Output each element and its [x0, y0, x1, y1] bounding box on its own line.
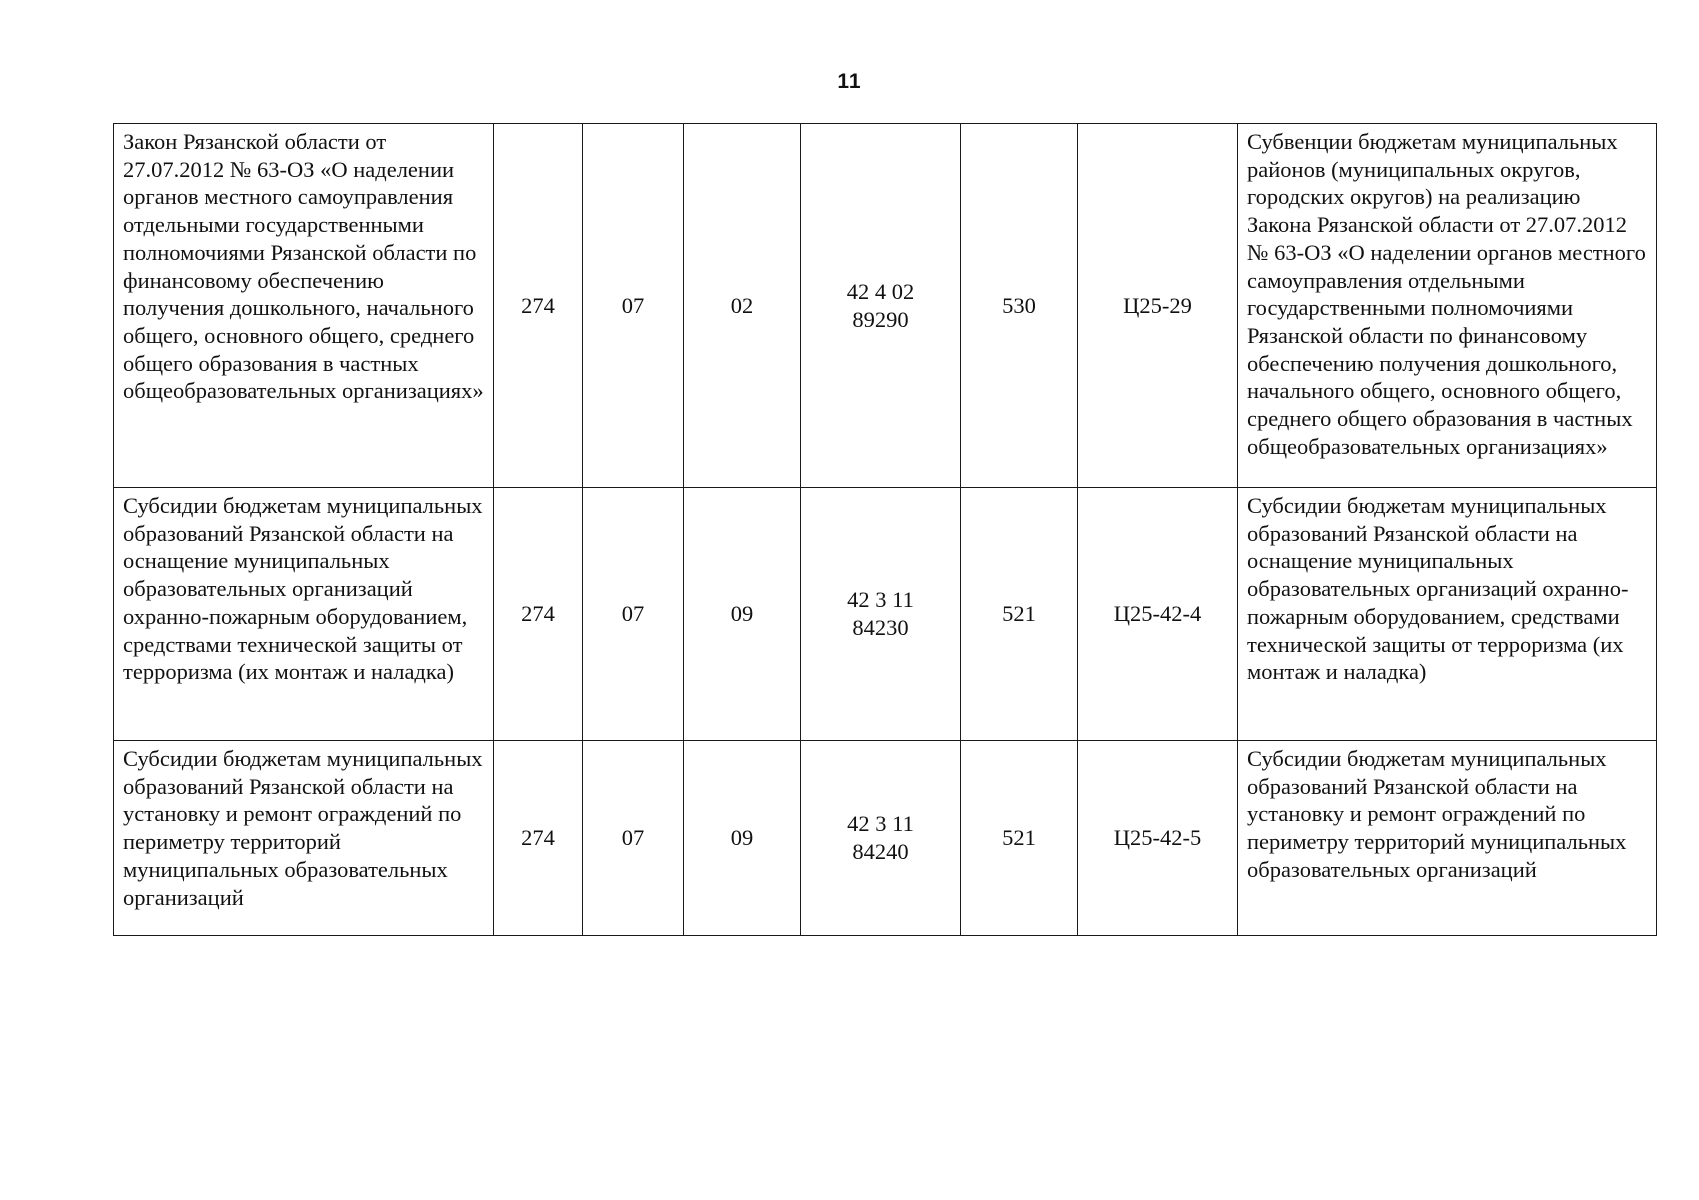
expense-type-cell: 530 [961, 124, 1078, 488]
purpose-description-cell: Субсидии бюджетам муниципальных образований Рязанской области на установку и ремонт ограждений по периметру территорий муниципальных образовательных организаций [1238, 741, 1657, 936]
purpose-description-cell: Субвенции бюджетам муниципальных районов (муниципальных округов, городских округов) на реализацию Закона Рязанской области от 27.07.2012 № 63-ОЗ «О наделении органов местного самоуправления отдельными государственными полномочиями Рязанской области по финансовому обеспечению получения дошкольного, начального общего, основного общего, среднего общего образования в частных общеобразовательных организациях» [1238, 124, 1657, 488]
section-cell: 07 [583, 741, 684, 936]
purpose-code-cell: Ц25-29 [1078, 124, 1238, 488]
table-row [114, 488, 1657, 741]
table-row [114, 741, 1657, 936]
purpose-code-cell: Ц25-42-4 [1078, 488, 1238, 741]
target-article-direction: 84230 [852, 615, 909, 640]
ministry-code-cell: 274 [494, 741, 583, 936]
subsection-cell: 02 [684, 124, 801, 488]
expense-type-cell: 521 [961, 741, 1078, 936]
row-name-cell: Субсидии бюджетам муниципальных образований Рязанской области на установку и ремонт ограждений по периметру территорий муниципальных образовательных организаций [114, 741, 494, 936]
purpose-description-cell: Субсидии бюджетам муниципальных образований Рязанской области на оснащение муниципальных образовательных организаций охранно-пожарным оборудованием, средствами технической защиты от терроризма (их монтаж и наладка) [1238, 488, 1657, 741]
target-article-program: 42 3 11 [847, 811, 914, 837]
ministry-code-cell: 274 [494, 488, 583, 741]
subsection-cell: 09 [684, 488, 801, 741]
ministry-code-cell: 274 [494, 124, 583, 488]
target-article-cell [801, 488, 961, 741]
target-article-cell [801, 741, 961, 936]
target-article-direction: 84240 [852, 839, 909, 864]
target-article-direction: 89290 [852, 306, 909, 332]
target-article-program: 42 3 11 [847, 587, 914, 613]
row-name-cell: Закон Рязанской области от 27.07.2012 № 63-ОЗ «О наделении органов местного самоуправления отдельными государственными полномочиями Рязанской области по финансовому обеспечению получения дошкольного, начального общего, основного общего, среднего общего образования в частных общеобразовательных организациях» [114, 124, 494, 488]
page-number: 11 [837, 70, 862, 93]
budget-classification-table [113, 123, 1657, 936]
row-name-cell: Субсидии бюджетам муниципальных образований Рязанской области на оснащение муниципальных образовательных организаций охранно-пожарным оборудованием, средствами технической защиты от терроризма (их монтаж и наладка) [114, 488, 494, 741]
target-article-cell [801, 124, 961, 488]
section-cell: 07 [583, 488, 684, 741]
purpose-code-cell: Ц25-42-5 [1078, 741, 1238, 936]
expense-type-cell: 521 [961, 488, 1078, 741]
target-article-program: 42 4 02 [846, 278, 915, 304]
table-row [114, 124, 1657, 488]
section-cell: 07 [583, 124, 684, 488]
subsection-cell: 09 [684, 741, 801, 936]
